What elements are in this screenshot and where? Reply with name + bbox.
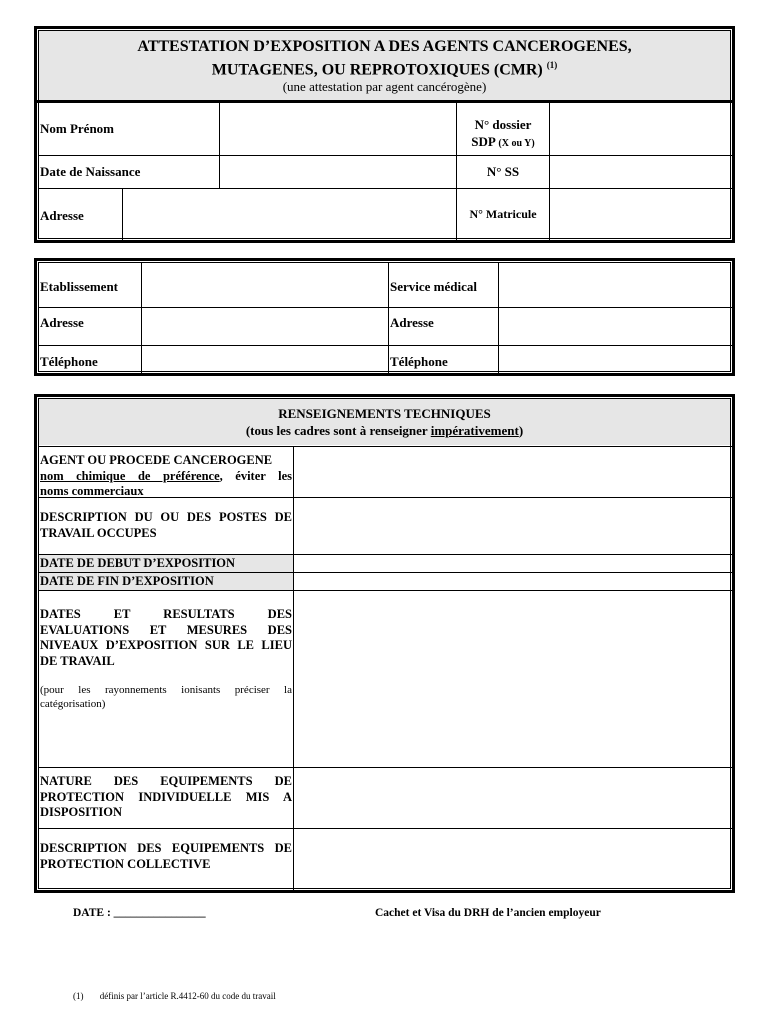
etab-adresse-label: Adresse xyxy=(40,315,84,330)
epi-field[interactable] xyxy=(294,768,730,827)
dossier-label-line1: N° dossier xyxy=(474,117,532,132)
nom-prenom-field[interactable] xyxy=(220,104,455,154)
epc-label: DESCRIPTION DES EQUIPEMENTS DE PROTECTION COLLECTIVE xyxy=(40,841,292,871)
page-title xyxy=(39,38,730,79)
matricule-field[interactable] xyxy=(550,189,730,240)
etab-adresse-field[interactable] xyxy=(142,308,387,344)
date-fin-field[interactable] xyxy=(294,573,730,589)
etab-telephone-field[interactable] xyxy=(142,346,387,373)
page-subtitle: (une attestation par agent cancérogène) xyxy=(282,79,487,94)
etab-telephone-label: Téléphone xyxy=(40,354,98,369)
title-line-2-text: MUTAGENES, OU REPROTOXIQUES (CMR) xyxy=(211,61,543,79)
technical-title-text: RENSEIGNEMENTS TECHNIQUES xyxy=(278,406,491,421)
ss-label: N° SS xyxy=(486,164,520,179)
adresse-field[interactable] xyxy=(123,189,455,240)
title-line-1: ATTESTATION D’EXPOSITION A DES AGENTS CANCEROGENES, xyxy=(137,38,632,55)
date-naissance-field[interactable] xyxy=(220,156,455,187)
etablissement-field[interactable] xyxy=(142,263,387,306)
matricule-label: N° Matricule xyxy=(469,207,537,221)
technical-title xyxy=(39,405,730,439)
technical-subtitle-pre: (tous les cadres sont à renseigner xyxy=(245,423,431,438)
cachet-visa-label: Cachet et Visa du DRH de l’ancien employeur xyxy=(375,907,601,919)
ss-field[interactable] xyxy=(550,156,730,187)
agent-line-3: noms commerciaux xyxy=(40,484,144,498)
epi-label: NATURE DES EQUIPEMENTS DE PROTECTION INDIVIDUELLE MIS A DISPOSITION xyxy=(40,774,292,819)
agent-chemical-name: nom chimique de préférence xyxy=(40,468,220,483)
footnote-text: définis par l’article R.4412-60 du code du travail xyxy=(99,991,276,1001)
postes-label: DESCRIPTION DU OU DES POSTES DE TRAVAIL OCCUPES xyxy=(40,510,292,540)
evaluations-note: (pour les rayonnements ionisants préciser la catégorisation) xyxy=(40,684,292,710)
title-line-2 xyxy=(39,56,730,79)
adresse-label: Adresse xyxy=(40,208,84,223)
postes-field[interactable] xyxy=(294,498,730,553)
signature-date: DATE : ________________ xyxy=(73,907,206,919)
agent-label xyxy=(40,453,292,500)
agent-line-1: AGENT OU PROCEDE CANCEROGENE xyxy=(40,453,273,467)
dossier-sdp: SDP xyxy=(471,134,496,149)
sm-telephone-field[interactable] xyxy=(499,346,730,373)
agent-field[interactable] xyxy=(294,447,730,496)
date-debut-field[interactable] xyxy=(294,555,730,571)
date-naissance-label: Date de Naissance xyxy=(40,164,141,179)
footnote-number: (1) xyxy=(73,991,84,1001)
evaluations-label: DATES ET RESULTATS DES EVALUATIONS ET MESURES DES NIVEAUX D’EXPOSITION SUR LE LIEU DE TRAVAIL xyxy=(40,607,292,668)
date-debut-label: DATE DE DEBUT D’EXPOSITION xyxy=(40,556,236,570)
agent-line-2 xyxy=(40,469,292,485)
technical-subtitle-emph: impérativement xyxy=(430,423,519,438)
sm-adresse-label: Adresse xyxy=(390,315,434,330)
dossier-label-line2 xyxy=(457,133,549,152)
service-medical-label: Service médical xyxy=(390,279,477,294)
sm-adresse-field[interactable] xyxy=(499,308,730,344)
footnote xyxy=(73,991,276,1001)
dossier-xy: (X ou Y) xyxy=(498,138,535,149)
nom-prenom-label: Nom Prénom xyxy=(40,121,115,136)
sm-telephone-label: Téléphone xyxy=(390,354,448,369)
technical-subtitle xyxy=(39,422,730,439)
epc-field[interactable] xyxy=(294,829,730,889)
title-footnote-ref: (1) xyxy=(546,60,558,70)
service-medical-field[interactable] xyxy=(499,263,730,306)
agent-line-2-post: , éviter les xyxy=(219,468,292,483)
evaluations-field[interactable] xyxy=(294,591,730,766)
dossier-label xyxy=(457,116,549,152)
etablissement-label: Etablissement xyxy=(40,279,118,294)
dossier-field[interactable] xyxy=(550,104,730,154)
technical-subtitle-post: ) xyxy=(518,423,524,438)
date-fin-label: DATE DE FIN D’EXPOSITION xyxy=(40,574,214,588)
